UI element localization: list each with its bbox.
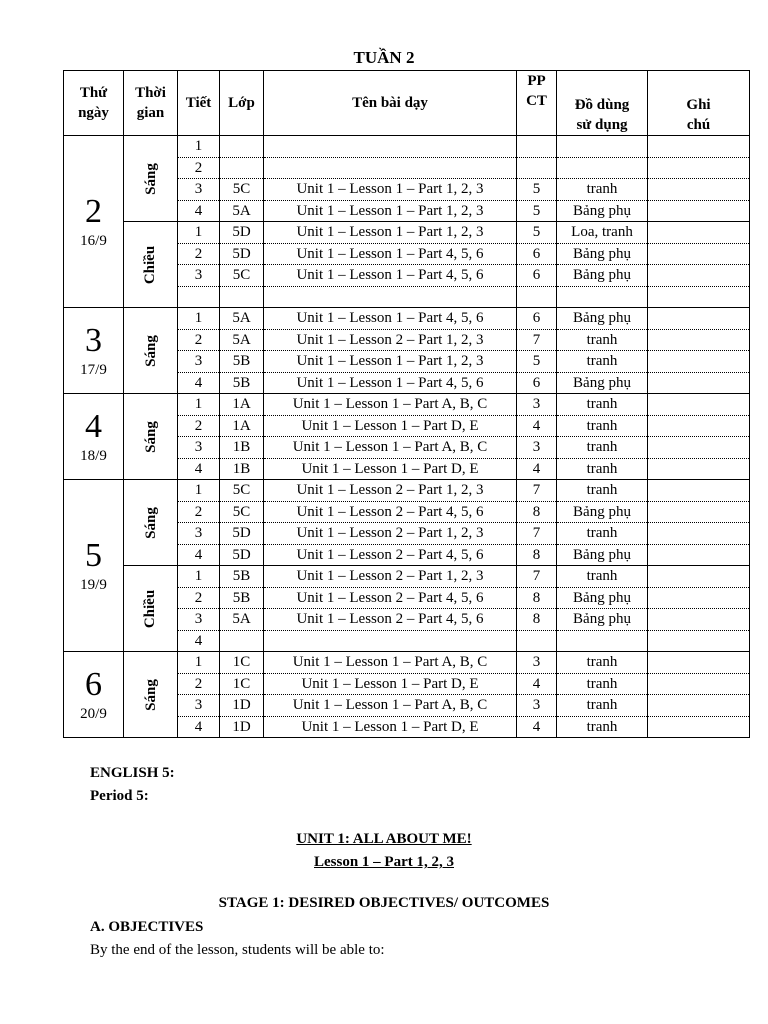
day-number: 3 bbox=[85, 321, 102, 359]
cell-material: tranh bbox=[557, 329, 648, 351]
cell-ppct: 7 bbox=[517, 329, 557, 351]
cell-ppct: 5 bbox=[517, 179, 557, 201]
cell-period: 2 bbox=[178, 157, 220, 179]
cell-ppct: 3 bbox=[517, 652, 557, 674]
session-cell bbox=[124, 480, 178, 566]
cell-material: Bảng phụ bbox=[557, 501, 648, 523]
cell-class bbox=[220, 157, 264, 179]
table-row bbox=[64, 222, 750, 244]
cell-class: 1A bbox=[220, 415, 264, 437]
session-label: Chiều bbox=[142, 245, 159, 284]
cell-material bbox=[557, 157, 648, 179]
cell-lesson: Unit 1 – Lesson 1 – Part A, B, C bbox=[264, 695, 517, 717]
cell-period: 1 bbox=[178, 480, 220, 502]
cell-class: 1D bbox=[220, 716, 264, 738]
cell-class: 5A bbox=[220, 308, 264, 330]
cell-class: 1A bbox=[220, 394, 264, 416]
cell-ppct: 6 bbox=[517, 243, 557, 265]
cell-class: 5D bbox=[220, 544, 264, 566]
cell-class: 5B bbox=[220, 351, 264, 373]
cell-class: 5B bbox=[220, 566, 264, 588]
cell-class: 5A bbox=[220, 200, 264, 222]
cell-ppct: 4 bbox=[517, 716, 557, 738]
cell-note bbox=[648, 695, 750, 717]
cell-lesson: Unit 1 – Lesson 2 – Part 1, 2, 3 bbox=[264, 523, 517, 545]
cell-period: 3 bbox=[178, 179, 220, 201]
cell-lesson: Unit 1 – Lesson 1 – Part A, B, C bbox=[264, 437, 517, 459]
english-heading bbox=[90, 762, 175, 808]
cell-ppct: 7 bbox=[517, 566, 557, 588]
cell-ppct: 7 bbox=[517, 480, 557, 502]
cell-note bbox=[648, 673, 750, 695]
cell-lesson: Unit 1 – Lesson 1 – Part 1, 2, 3 bbox=[264, 179, 517, 201]
cell-lesson: Unit 1 – Lesson 1 – Part D, E bbox=[264, 716, 517, 738]
table-row bbox=[64, 136, 750, 158]
cell-period: 3 bbox=[178, 523, 220, 545]
cell-lesson: Unit 1 – Lesson 1 – Part 1, 2, 3 bbox=[264, 200, 517, 222]
objectives-section bbox=[90, 916, 385, 962]
cell-period: 4 bbox=[178, 458, 220, 480]
cell-class: 5C bbox=[220, 179, 264, 201]
table-row bbox=[64, 566, 750, 588]
cell-material: Bảng phụ bbox=[557, 200, 648, 222]
cell-ppct: 8 bbox=[517, 544, 557, 566]
table-row bbox=[64, 652, 750, 674]
cell-lesson: Unit 1 – Lesson 2 – Part 4, 5, 6 bbox=[264, 587, 517, 609]
cell-note bbox=[648, 544, 750, 566]
cell-lesson: Unit 1 – Lesson 1 – Part 4, 5, 6 bbox=[264, 265, 517, 287]
cell-class: 5D bbox=[220, 523, 264, 545]
session-cell bbox=[124, 222, 178, 308]
objectives-heading: A. OBJECTIVES bbox=[90, 919, 204, 935]
cell-class: 5A bbox=[220, 329, 264, 351]
cell-material: Bảng phụ bbox=[557, 372, 648, 394]
cell-note bbox=[648, 652, 750, 674]
cell-lesson: Unit 1 – Lesson 1 – Part D, E bbox=[264, 415, 517, 437]
cell-ppct: 5 bbox=[517, 351, 557, 373]
schedule-body bbox=[64, 136, 750, 738]
cell-lesson: Unit 1 – Lesson 1 – Part A, B, C bbox=[264, 652, 517, 674]
cell-note bbox=[648, 394, 750, 416]
cell-ppct bbox=[517, 157, 557, 179]
cell-ppct: 6 bbox=[517, 308, 557, 330]
cell-material: tranh bbox=[557, 458, 648, 480]
cell-period: 3 bbox=[178, 351, 220, 373]
cell-class: 5C bbox=[220, 480, 264, 502]
header-notes: Ghi chú bbox=[648, 71, 750, 136]
day-date: 19/9 bbox=[80, 576, 107, 593]
day-date: 20/9 bbox=[80, 705, 107, 722]
cell-material: Bảng phụ bbox=[557, 265, 648, 287]
cell-material: tranh bbox=[557, 179, 648, 201]
session-label: Sáng bbox=[142, 420, 159, 453]
cell-period bbox=[178, 286, 220, 308]
cell-ppct: 8 bbox=[517, 609, 557, 631]
cell-lesson: Unit 1 – Lesson 2 – Part 4, 5, 6 bbox=[264, 609, 517, 631]
cell-note bbox=[648, 136, 750, 158]
cell-material: Loa, tranh bbox=[557, 222, 648, 244]
header-materials: Đồ dùng sử dụng bbox=[557, 71, 648, 136]
cell-note bbox=[648, 458, 750, 480]
cell-class: 5C bbox=[220, 265, 264, 287]
cell-note bbox=[648, 480, 750, 502]
stage-title: STAGE 1: DESIRED OBJECTIVES/ OUTCOMES bbox=[218, 895, 550, 911]
cell-class: 5D bbox=[220, 222, 264, 244]
cell-period: 3 bbox=[178, 609, 220, 631]
table-header-row bbox=[64, 71, 750, 136]
cell-material bbox=[557, 136, 648, 158]
cell-note bbox=[648, 501, 750, 523]
cell-lesson: Unit 1 – Lesson 1 – Part 1, 2, 3 bbox=[264, 351, 517, 373]
table-row bbox=[64, 394, 750, 416]
cell-note bbox=[648, 351, 750, 373]
cell-material: Bảng phụ bbox=[557, 308, 648, 330]
cell-period: 2 bbox=[178, 587, 220, 609]
cell-note bbox=[648, 372, 750, 394]
cell-material bbox=[557, 630, 648, 652]
cell-class bbox=[220, 136, 264, 158]
cell-note bbox=[648, 437, 750, 459]
cell-period: 1 bbox=[178, 308, 220, 330]
session-label: Sáng bbox=[142, 334, 159, 367]
cell-period: 1 bbox=[178, 394, 220, 416]
cell-class: 1B bbox=[220, 437, 264, 459]
cell-lesson bbox=[264, 630, 517, 652]
cell-note bbox=[648, 587, 750, 609]
cell-note bbox=[648, 157, 750, 179]
cell-material bbox=[557, 286, 648, 308]
cell-period: 2 bbox=[178, 673, 220, 695]
cell-period: 4 bbox=[178, 716, 220, 738]
day-cell bbox=[64, 394, 124, 480]
unit-title: UNIT 1: ALL ABOUT ME! bbox=[296, 831, 472, 847]
table-row bbox=[64, 308, 750, 330]
cell-ppct: 5 bbox=[517, 200, 557, 222]
session-cell bbox=[124, 394, 178, 480]
cell-period: 2 bbox=[178, 501, 220, 523]
cell-material: tranh bbox=[557, 437, 648, 459]
cell-ppct: 3 bbox=[517, 695, 557, 717]
cell-lesson: Unit 1 – Lesson 2 – Part 4, 5, 6 bbox=[264, 501, 517, 523]
cell-ppct bbox=[517, 630, 557, 652]
header-ppct: PP CT bbox=[517, 71, 557, 136]
cell-class bbox=[220, 286, 264, 308]
cell-ppct: 4 bbox=[517, 673, 557, 695]
session-cell bbox=[124, 308, 178, 394]
cell-material: tranh bbox=[557, 566, 648, 588]
cell-ppct: 4 bbox=[517, 415, 557, 437]
cell-period: 2 bbox=[178, 415, 220, 437]
cell-material: tranh bbox=[557, 523, 648, 545]
cell-period: 3 bbox=[178, 695, 220, 717]
cell-lesson: Unit 1 – Lesson 2 – Part 4, 5, 6 bbox=[264, 544, 517, 566]
cell-lesson bbox=[264, 136, 517, 158]
cell-ppct: 4 bbox=[517, 458, 557, 480]
day-cell bbox=[64, 308, 124, 394]
day-date: 16/9 bbox=[80, 232, 107, 249]
cell-material: tranh bbox=[557, 394, 648, 416]
session-cell bbox=[124, 136, 178, 222]
cell-ppct: 8 bbox=[517, 501, 557, 523]
header-period: Tiết bbox=[178, 71, 220, 136]
cell-note bbox=[648, 243, 750, 265]
cell-class: 1D bbox=[220, 695, 264, 717]
cell-material: tranh bbox=[557, 716, 648, 738]
cell-material: Bảng phụ bbox=[557, 609, 648, 631]
cell-class: 1C bbox=[220, 673, 264, 695]
cell-material: tranh bbox=[557, 673, 648, 695]
session-label: Chiều bbox=[142, 589, 159, 628]
cell-note bbox=[648, 415, 750, 437]
cell-ppct: 6 bbox=[517, 372, 557, 394]
cell-note bbox=[648, 308, 750, 330]
cell-lesson: Unit 1 – Lesson 1 – Part 4, 5, 6 bbox=[264, 372, 517, 394]
cell-material: Bảng phụ bbox=[557, 243, 648, 265]
cell-note bbox=[648, 222, 750, 244]
cell-note bbox=[648, 200, 750, 222]
objectives-intro: By the end of the lesson, students will be able to: bbox=[90, 942, 385, 958]
day-cell bbox=[64, 136, 124, 308]
cell-ppct bbox=[517, 286, 557, 308]
cell-period: 2 bbox=[178, 329, 220, 351]
cell-lesson: Unit 1 – Lesson 2 – Part 1, 2, 3 bbox=[264, 329, 517, 351]
cell-class: 5B bbox=[220, 587, 264, 609]
cell-period: 3 bbox=[178, 265, 220, 287]
table-row bbox=[64, 480, 750, 502]
cell-material: Bảng phụ bbox=[557, 544, 648, 566]
cell-lesson bbox=[264, 157, 517, 179]
cell-period: 1 bbox=[178, 136, 220, 158]
cell-ppct: 5 bbox=[517, 222, 557, 244]
session-label: Sáng bbox=[142, 678, 159, 711]
cell-period: 1 bbox=[178, 222, 220, 244]
cell-ppct bbox=[517, 136, 557, 158]
header-time: Thời gian bbox=[124, 71, 178, 136]
cell-lesson bbox=[264, 286, 517, 308]
cell-material: tranh bbox=[557, 695, 648, 717]
header-class: Lớp bbox=[220, 71, 264, 136]
cell-note bbox=[648, 609, 750, 631]
cell-period: 3 bbox=[178, 437, 220, 459]
cell-ppct: 8 bbox=[517, 587, 557, 609]
session-label: Sáng bbox=[142, 162, 159, 195]
unit-heading bbox=[0, 828, 768, 874]
cell-lesson: Unit 1 – Lesson 2 – Part 1, 2, 3 bbox=[264, 480, 517, 502]
cell-period: 4 bbox=[178, 200, 220, 222]
cell-material: tranh bbox=[557, 415, 648, 437]
cell-note bbox=[648, 329, 750, 351]
cell-class bbox=[220, 630, 264, 652]
cell-class: 5A bbox=[220, 609, 264, 631]
cell-material: tranh bbox=[557, 480, 648, 502]
cell-period: 4 bbox=[178, 630, 220, 652]
session-label: Sáng bbox=[142, 506, 159, 539]
cell-class: 5D bbox=[220, 243, 264, 265]
cell-class: 1B bbox=[220, 458, 264, 480]
cell-note bbox=[648, 566, 750, 588]
cell-lesson: Unit 1 – Lesson 1 – Part D, E bbox=[264, 458, 517, 480]
cell-period: 4 bbox=[178, 372, 220, 394]
cell-period: 1 bbox=[178, 652, 220, 674]
cell-note bbox=[648, 265, 750, 287]
header-lesson: Tên bài dạy bbox=[264, 71, 517, 136]
cell-lesson: Unit 1 – Lesson 1 – Part A, B, C bbox=[264, 394, 517, 416]
cell-period: 1 bbox=[178, 566, 220, 588]
day-number: 4 bbox=[85, 407, 102, 445]
cell-lesson: Unit 1 – Lesson 1 – Part 1, 2, 3 bbox=[264, 222, 517, 244]
cell-material: Bảng phụ bbox=[557, 587, 648, 609]
cell-note bbox=[648, 179, 750, 201]
cell-material: tranh bbox=[557, 652, 648, 674]
session-cell bbox=[124, 652, 178, 738]
cell-ppct: 3 bbox=[517, 394, 557, 416]
session-cell bbox=[124, 566, 178, 652]
day-date: 17/9 bbox=[80, 361, 107, 378]
lesson-title: Lesson 1 – Part 1, 2, 3 bbox=[314, 854, 454, 870]
cell-note bbox=[648, 286, 750, 308]
cell-lesson: Unit 1 – Lesson 1 – Part 4, 5, 6 bbox=[264, 308, 517, 330]
english-label: ENGLISH 5: bbox=[90, 765, 175, 781]
cell-note bbox=[648, 523, 750, 545]
cell-ppct: 7 bbox=[517, 523, 557, 545]
cell-class: 5B bbox=[220, 372, 264, 394]
cell-lesson: Unit 1 – Lesson 1 – Part D, E bbox=[264, 673, 517, 695]
day-number: 2 bbox=[85, 192, 102, 230]
cell-period: 4 bbox=[178, 544, 220, 566]
day-number: 5 bbox=[85, 536, 102, 574]
header-day: Thứ ngày bbox=[64, 71, 124, 136]
day-number: 6 bbox=[85, 665, 102, 703]
day-cell bbox=[64, 480, 124, 652]
cell-lesson: Unit 1 – Lesson 2 – Part 1, 2, 3 bbox=[264, 566, 517, 588]
cell-class: 1C bbox=[220, 652, 264, 674]
cell-material: tranh bbox=[557, 351, 648, 373]
period-label: Period 5: bbox=[90, 788, 149, 804]
cell-ppct: 3 bbox=[517, 437, 557, 459]
cell-class: 5C bbox=[220, 501, 264, 523]
day-cell bbox=[64, 652, 124, 738]
week-title: TUẦN 2 bbox=[353, 48, 415, 67]
cell-note bbox=[648, 630, 750, 652]
cell-period: 2 bbox=[178, 243, 220, 265]
day-date: 18/9 bbox=[80, 447, 107, 464]
schedule-table bbox=[63, 70, 750, 738]
cell-lesson: Unit 1 – Lesson 1 – Part 4, 5, 6 bbox=[264, 243, 517, 265]
cell-note bbox=[648, 716, 750, 738]
cell-ppct: 6 bbox=[517, 265, 557, 287]
